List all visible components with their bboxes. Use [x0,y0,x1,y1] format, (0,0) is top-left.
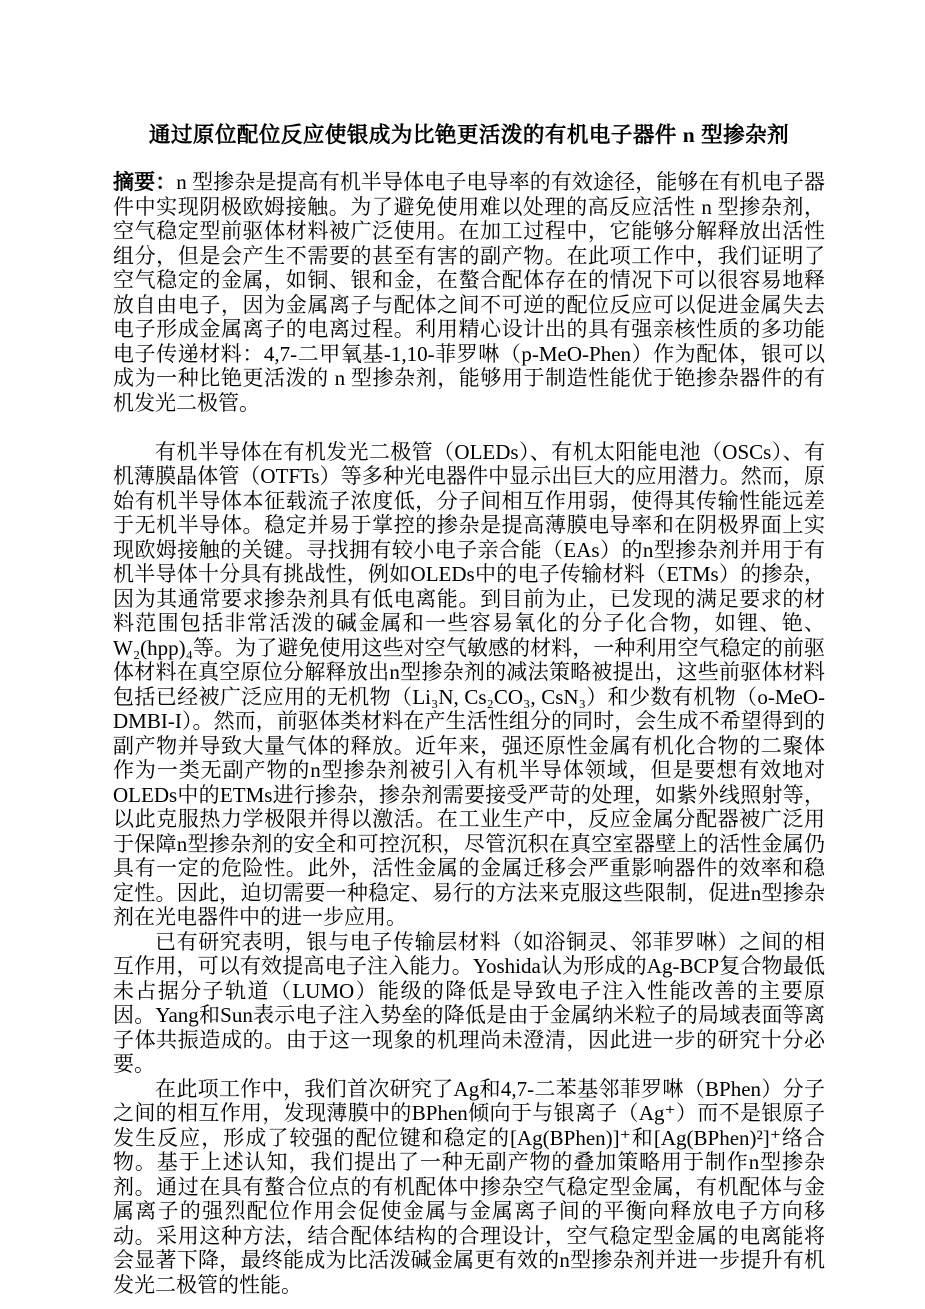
document-title: 通过原位配位反应使银成为比铯更活泼的有机电子器件 n 型掺杂剂 [148,123,790,147]
body-paragraph-this-work: 在此项工作中，我们首次研究了Ag和4,7-二苯基邻菲罗啉（BPhen）分子之间的相互作用，发现薄膜中的BPhen倾向于与银离子（Ag⁺）而不是银原子发生反应，形成了较强的配位键和稳定的[Ag(BPhen)]⁺和[Ag(BPhen)²]⁺络合物。基于上述认知，我们提出了一种无副产物的叠加策略用于制作n型掺杂剂。通过在具有螯合位点的有机配体中掺杂空气稳定型金属，有机配体与金属离子的强烈配位作用会促使金属与金属离子间的平衡向释放电子方向移动。采用这种方法，结合配体结构的合理设计，空气稳定型金属的电离能将会显著下降，最终能成为比活泼碱金属更有效的n型掺杂剂并进一步提升有机发光二极管的性能。 [113,1076,825,1297]
abstract-paragraph [113,170,825,415]
abstract-text: n 型掺杂是提高有机半导体电子电导率的有效途径，能够在有机电子器件中实现阴极欧姆接触。为了避免使用难以处理的高反应活性 n 型掺杂剂，空气稳定型前驱体材料被广泛使用。在加工过程中，它能够分解释放出活性组分，但是会产生不需要的甚至有害的副产物。在此项工作中，我们证明了空气稳定的金属，如铜、银和金，在螯合配体存在的情况下可以很容易地释放自由电子，因为金属离子与配体之间不可逆的配位反应可以促进金属失去电子形成金属离子的电离过程。利用精心设计出的具有强亲核性质的多功能电子传递材料：4,7-二甲氧基-1,10-菲罗啉（p-MeO-Phen）作为配体，银可以成为一种比铯更活泼的 n 型掺杂剂，能够用于制造性能优于铯掺杂器件的有机发光二极管。 [113,170,825,415]
body-paragraph-prior-research: 已有研究表明，银与电子传输层材料（如浴铜灵、邻菲罗啉）之间的相互作用，可以有效提高电子注入能力。Yoshida认为形成的Ag-BCP复合物最低未占据分子轨道（LUMO）能级的降低是导致电子注入性能改善的主要原因。Yang和Sun表示电子注入势垒的降低是由于金属纳米粒子的局域表面等离子体共振造成的。由于这一现象的机理尚未澄清，因此进一步的研究十分必要。 [113,929,825,1076]
body-paragraph-introduction: 有机半导体在有机发光二极管（OLEDs）、有机太阳能电池（OSCs）、有机薄膜晶体管（OTFTs）等多种光电器件中显示出巨大的应用潜力。然而，原始有机半导体本征载流子浓度低，分子间相互作用弱，使得其传输性能远差于无机半导体。稳定并易于掌控的掺杂是提高薄膜电导率和在阴极界面上实现欧姆接触的关键。寻找拥有较小电子亲合能（EAs）的n型掺杂剂并用于有机半导体十分具有挑战性，例如OLEDs中的电子传输材料（ETMs）的掺杂，因为其通常要求掺杂剂具有低电离能。到目前为止，已发现的满足要求的材料范围包括非常活泼的碱金属和一些容易氧化的分子化合物，如锂、铯、W₂(hpp)₄等。为了避免使用这些对空气敏感的材料，一种利用空气稳定的前驱体材料在真空原位分解释放出n型掺杂剂的减法策略被提出，这些前驱体材料包括已经被广泛应用的无机物（Li₃N, Cs₂CO₃, CsN₃）和少数有机物（o-MeO-DMBI-I）。然而，前驱体类材料在产生活性组分的同时，会生成不希望得到的副产物并导致大量气体的释放。近年来，强还原性金属有机化合物的二聚体作为一类无副产物的n型掺杂剂被引入有机半导体领域，但是要想有效地对OLEDs中的ETMs进行掺杂，掺杂剂需要接受严苛的处理，如紫外线照射等，以此克服热力学极限并得以激活。在工业生产中，反应金属分配器被广泛用于保障n型掺杂剂的安全和可控沉积，尽管沉积在真空室器壁上的活性金属仍具有一定的危险性。此外，活性金属的金属迁移会严重影响器件的效率和稳定性。因此，迫切需要一种稳定、易行的方法来克服这些限制，促进n型掺杂剂在光电器件中的进一步应用。 [113,439,825,929]
abstract-label: 摘要： [113,170,177,194]
